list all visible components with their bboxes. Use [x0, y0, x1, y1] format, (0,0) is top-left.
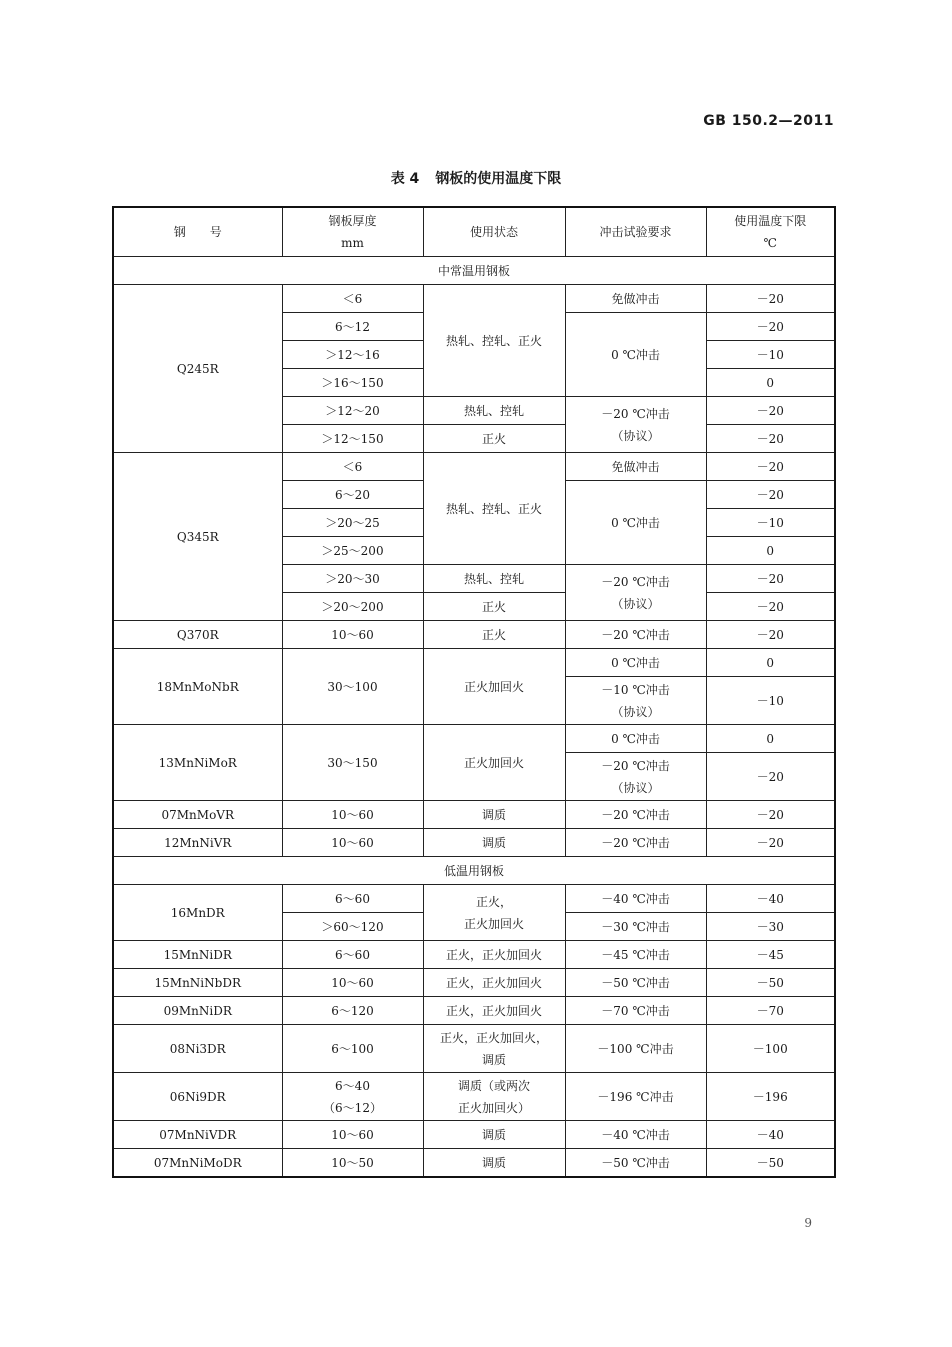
grade-cell: Q370R: [113, 621, 282, 649]
temp-cell: －30: [706, 913, 835, 941]
thickness-cell: ＞20～30: [282, 565, 423, 593]
grade-cell: 15MnNiDR: [113, 941, 282, 969]
thickness-cell: ＞12～150: [282, 425, 423, 453]
impact-cell: －20 ℃冲击: [565, 621, 706, 649]
grade-cell: 07MnMoVR: [113, 801, 282, 829]
thickness-cell: 6～60: [282, 885, 423, 913]
table-title: 钢板的使用温度下限: [435, 171, 562, 187]
table-row: [113, 969, 835, 997]
impact-cell: －100 ℃冲击: [565, 1025, 706, 1073]
grade-cell: 15MnNiNbDR: [113, 969, 282, 997]
header-thickness-label: 钢板厚度: [328, 214, 377, 228]
temp-cell: －20: [706, 829, 835, 857]
temp-cell: －20: [706, 801, 835, 829]
temp-cell: －10: [706, 509, 835, 537]
table-row: [113, 1073, 835, 1121]
temp-cell: －20: [706, 565, 835, 593]
table-row: [113, 649, 835, 677]
temp-cell: －196: [706, 1073, 835, 1121]
impact-cell: －40 ℃冲击: [565, 885, 706, 913]
grade-cell: 07MnNiMoDR: [113, 1149, 282, 1178]
grade-cell: Q345R: [113, 453, 282, 621]
state-cell: 正火加回火: [423, 725, 565, 801]
thickness-cell: 30～150: [282, 725, 423, 801]
impact-cell: [565, 565, 706, 621]
thickness-cell: 10～60: [282, 829, 423, 857]
temp-cell: －40: [706, 885, 835, 913]
temp-cell: 0: [706, 537, 835, 565]
thickness-cell: ＞20～200: [282, 593, 423, 621]
impact-cell: 0 ℃冲击: [565, 313, 706, 397]
table-row: [113, 997, 835, 1025]
section-medium-temp: 中常温用钢板: [113, 257, 835, 285]
state-cell: 热轧、控轧、正火: [423, 453, 565, 565]
header-steel: 钢 号: [113, 207, 282, 257]
state-cell: 热轧、控轧、正火: [423, 285, 565, 397]
table-row: [113, 801, 835, 829]
thickness-cell: [282, 1073, 423, 1121]
thickness-cell: 6～60: [282, 941, 423, 969]
state-cell: [423, 1025, 565, 1073]
state-text: 正火，: [475, 894, 512, 909]
impact-note: （协议）: [611, 428, 660, 443]
impact-cell: －50 ℃冲击: [565, 1149, 706, 1178]
table-row: [113, 829, 835, 857]
thickness-cell: 6～20: [282, 481, 423, 509]
impact-note: （协议）: [611, 780, 660, 795]
impact-text: －20 ℃冲击: [601, 406, 670, 421]
grade-cell: 07MnNiVDR: [113, 1121, 282, 1149]
temp-cell: －20: [706, 285, 835, 313]
temp-cell: 0: [706, 369, 835, 397]
section-low-temp: 低温用钢板: [113, 857, 835, 885]
header-row: [113, 207, 835, 257]
impact-cell: －20 ℃冲击: [565, 829, 706, 857]
header-temp-unit: ℃: [763, 236, 777, 250]
table-row: [113, 725, 835, 753]
state-cell: [423, 1073, 565, 1121]
thickness-cell: 10～60: [282, 801, 423, 829]
thickness-cell: 10～50: [282, 1149, 423, 1178]
state-cell: 热轧、控轧: [423, 565, 565, 593]
impact-cell: [565, 753, 706, 801]
temp-cell: －20: [706, 621, 835, 649]
table-row: [113, 885, 835, 913]
temp-cell: －20: [706, 453, 835, 481]
impact-cell: 0 ℃冲击: [565, 481, 706, 565]
impact-note: （协议）: [611, 704, 660, 719]
state-cell: 调质: [423, 1149, 565, 1178]
thickness-cell: ＞25～200: [282, 537, 423, 565]
grade-cell: 06Ni9DR: [113, 1073, 282, 1121]
state-text: 正火，正火加回火，: [439, 1030, 548, 1045]
impact-cell: －30 ℃冲击: [565, 913, 706, 941]
temp-cell: －20: [706, 593, 835, 621]
state-cell: 调质: [423, 801, 565, 829]
state-text-2: 调质: [481, 1052, 506, 1067]
thickness-cell: 6～120: [282, 997, 423, 1025]
impact-cell: －45 ℃冲击: [565, 941, 706, 969]
temp-cell: 0: [706, 725, 835, 753]
state-cell: 热轧、控轧: [423, 397, 565, 425]
grade-cell: 09MnNiDR: [113, 997, 282, 1025]
state-cell: 调质: [423, 829, 565, 857]
impact-text: －20 ℃冲击: [601, 574, 670, 589]
state-cell: [423, 885, 565, 941]
temp-cell: －20: [706, 753, 835, 801]
thickness-cell: ＜6: [282, 453, 423, 481]
temp-cell: －20: [706, 313, 835, 341]
table-number: 表 4: [390, 171, 420, 187]
table-caption: [0, 168, 952, 188]
header-thickness-unit: mm: [341, 236, 364, 250]
impact-cell: [565, 397, 706, 453]
temp-cell: －50: [706, 1149, 835, 1178]
steel-temperature-table: [112, 206, 836, 1178]
state-text: 调质（或两次: [457, 1078, 530, 1093]
temp-cell: －20: [706, 481, 835, 509]
impact-cell: －40 ℃冲击: [565, 1121, 706, 1149]
thickness-cell: ＞20～25: [282, 509, 423, 537]
impact-cell: －70 ℃冲击: [565, 997, 706, 1025]
state-text-2: 正火加回火）: [457, 1100, 530, 1115]
impact-cell: 免做冲击: [565, 453, 706, 481]
state-cell: 正火，正火加回火: [423, 997, 565, 1025]
state-cell: 正火: [423, 621, 565, 649]
impact-cell: －50 ℃冲击: [565, 969, 706, 997]
thickness-cell: ＞16～150: [282, 369, 423, 397]
impact-cell: [565, 677, 706, 725]
header-impact: 冲击试验要求: [565, 207, 706, 257]
impact-cell: 0 ℃冲击: [565, 725, 706, 753]
table-row: [113, 941, 835, 969]
impact-text: －20 ℃冲击: [601, 758, 670, 773]
thickness-cell: ＞12～20: [282, 397, 423, 425]
thickness-cell: 6～12: [282, 313, 423, 341]
table-row: [113, 1149, 835, 1178]
temp-cell: －40: [706, 1121, 835, 1149]
page-number: 9: [804, 1216, 812, 1230]
thickness-note: （6～12）: [323, 1100, 382, 1115]
header-temp-label: 使用温度下限: [734, 214, 807, 228]
impact-note: （协议）: [611, 596, 660, 611]
header-state: 使用状态: [423, 207, 565, 257]
temp-cell: －50: [706, 969, 835, 997]
thickness-cell: ＞12～16: [282, 341, 423, 369]
thickness-cell: ＜6: [282, 285, 423, 313]
thickness-cell: ＞60～120: [282, 913, 423, 941]
impact-text: －10 ℃冲击: [601, 682, 670, 697]
grade-cell: 16MnDR: [113, 885, 282, 941]
thickness-cell: 10～60: [282, 969, 423, 997]
state-cell: 正火加回火: [423, 649, 565, 725]
temp-cell: －45: [706, 941, 835, 969]
thickness-cell: 6～100: [282, 1025, 423, 1073]
impact-cell: 免做冲击: [565, 285, 706, 313]
state-cell: 调质: [423, 1121, 565, 1149]
temp-cell: －20: [706, 425, 835, 453]
impact-cell: －196 ℃冲击: [565, 1073, 706, 1121]
table-row: [113, 1025, 835, 1073]
header-temp: [706, 207, 835, 257]
temp-cell: 0: [706, 649, 835, 677]
temp-cell: －10: [706, 341, 835, 369]
temp-cell: －10: [706, 677, 835, 725]
header-thickness: [282, 207, 423, 257]
thickness-cell: 10～60: [282, 1121, 423, 1149]
table-row: [113, 621, 835, 649]
thickness-cell: 10～60: [282, 621, 423, 649]
temp-cell: －100: [706, 1025, 835, 1073]
temp-cell: －70: [706, 997, 835, 1025]
grade-cell: 18MnMoNbR: [113, 649, 282, 725]
grade-cell: 08Ni3DR: [113, 1025, 282, 1073]
grade-cell: 12MnNiVR: [113, 829, 282, 857]
state-cell: 正火: [423, 425, 565, 453]
grade-cell: 13MnNiMoR: [113, 725, 282, 801]
state-cell: 正火，正火加回火: [423, 941, 565, 969]
grade-cell: Q245R: [113, 285, 282, 453]
table-row: [113, 453, 835, 481]
state-text-2: 正火加回火: [463, 916, 524, 931]
standard-code: GB 150.2—2011: [703, 113, 834, 129]
table-row: [113, 1121, 835, 1149]
thickness-text: 6～40: [335, 1078, 370, 1093]
impact-cell: －20 ℃冲击: [565, 801, 706, 829]
state-cell: 正火: [423, 593, 565, 621]
thickness-cell: 30～100: [282, 649, 423, 725]
table-row: [113, 285, 835, 313]
state-cell: 正火，正火加回火: [423, 969, 565, 997]
impact-cell: 0 ℃冲击: [565, 649, 706, 677]
temp-cell: －20: [706, 397, 835, 425]
